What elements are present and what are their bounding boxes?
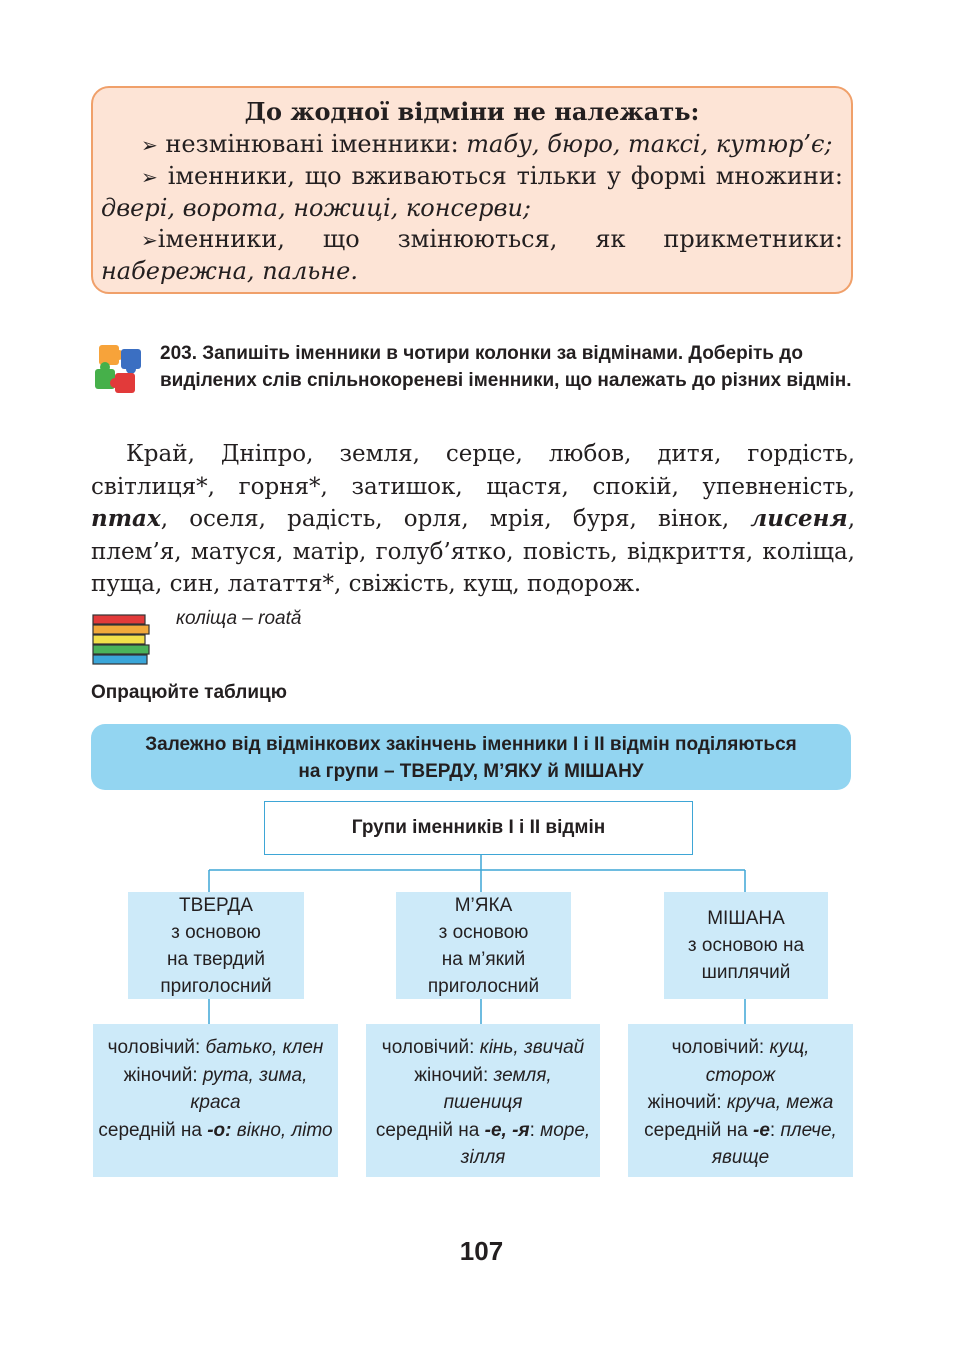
puzzle-icon — [91, 343, 149, 401]
groups-root-box: Групи іменників I і II відмін — [264, 801, 693, 855]
group-soft: М’ЯКА з основою на м’який приголосний — [396, 892, 571, 999]
page-number: 107 — [459, 1236, 504, 1266]
highlighted-word: птах — [91, 505, 161, 532]
examples-mixed: чоловічий: кущ, сторож жіночий: круча, межа середній на -е: плече, явище — [628, 1024, 853, 1177]
rule-item: ➢ іменники, що вживаються тільки у формі множини: двері, ворота, ножиці, консерви; — [101, 162, 843, 222]
arrow-bullet-icon: ➢ — [141, 133, 158, 157]
arrow-bullet-icon: ➢ — [141, 228, 158, 252]
rule-box — [91, 86, 853, 294]
examples-soft: чоловічий: кінь, звичай жіночий: земля, пшениця середній на -е, -я: море, зілля — [366, 1024, 600, 1177]
table-label: Опрацюйте таблицю — [91, 682, 287, 703]
highlighted-word: лисеня — [750, 505, 848, 532]
arrow-bullet-icon: ➢ — [141, 165, 158, 189]
rule-item: ➢ незмінювані іменники: табу, бюро, таксі, кутюр’є; — [141, 130, 833, 158]
word-list: Край, Дніпро, земля, серце, любов, дитя, гордість, світлиця*, горня*, затишок, щастя, спокій, упевненість, птах, оселя, радість, орля, мрія, буря, вінок, лисеня, плем’я, матуся, матір, голуб’ятко, повість, відкриття, коліща, пуща, син, латаття*, свіжість, кущ, подорож. — [91, 441, 855, 597]
rule-item: ➢іменники, що змінюються, як прикметники: набережна, пальне. — [101, 225, 843, 285]
group-hard: ТВЕРДА з основою на твердий приголосний — [128, 892, 304, 999]
gloss: коліща – roată — [176, 608, 302, 629]
examples-hard: чоловічий: батько, клен жіночий: рута, зима, краса середній на -о: вікно, літо — [93, 1024, 338, 1177]
rule-title: До жодної відміни не належать: — [244, 97, 700, 126]
group-mixed: МІШАНА з основою на шиплячий — [664, 892, 828, 999]
table-banner: Залежно від відмінкових закінчень іменники I і II відмін поділяються на групи – ТВЕРДУ, М’ЯКУ й МІШАНУ — [91, 724, 851, 790]
books-icon — [91, 612, 153, 668]
exercise-text: 203. Запишіть іменники в чотири колонки за відмінами. Доберіть до виділених слів спільнокореневі іменники, що належать до різних відмін. — [160, 343, 852, 391]
